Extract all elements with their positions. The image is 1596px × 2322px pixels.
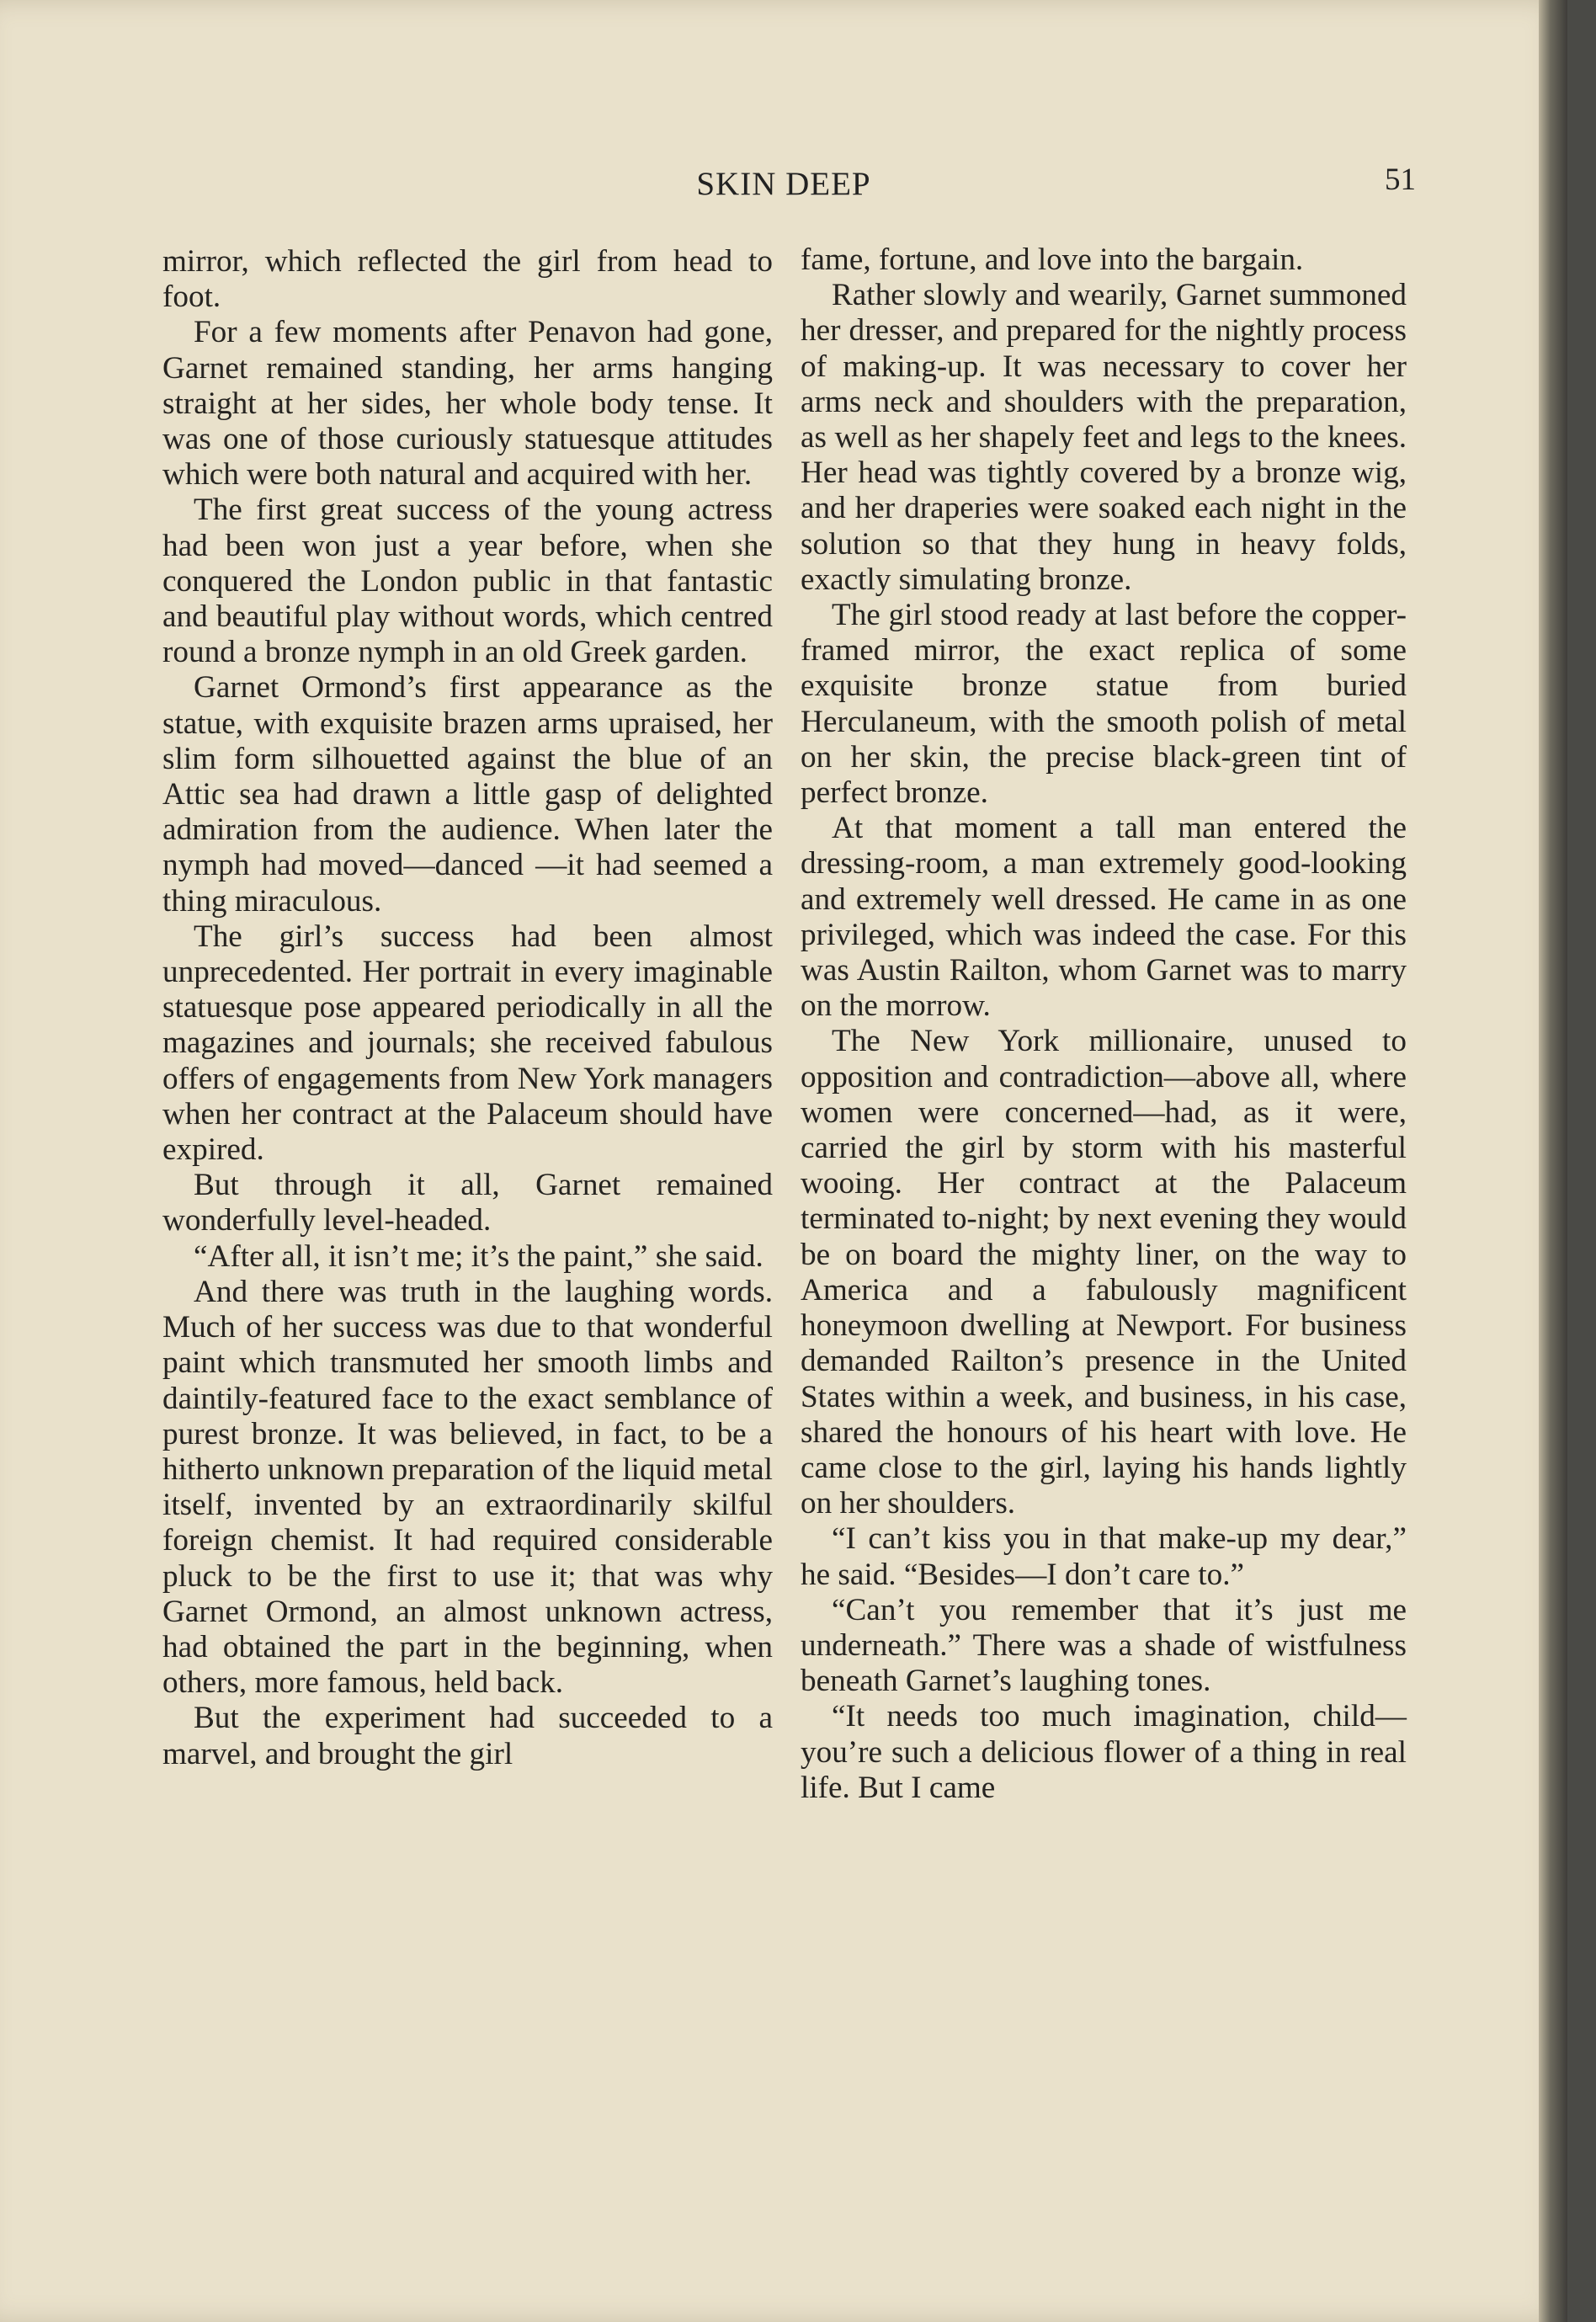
paragraph: mirror, which reflected the girl from head to foot. <box>162 244 773 315</box>
paragraph: The first great success of the young actress had been won just a year before, when she conquered the London public in that fantastic and beautiful play without words, which centred round a bronze nymph in an old Greek garden. <box>162 493 773 670</box>
paragraph: “I can’t kiss you in that make-up my dear,” he said. “Besides—I don’t care to.” <box>801 1521 1407 1592</box>
paragraph: And there was truth in the laughing words. Much of her success was due to that wonderful paint which transmuted her smooth limbs and daintily-featured face to the exact semblance of purest bronze. It was believed, in fact, to be a hitherto unknown preparation of the liquid metal itself, invented by an extraordinarily skilful foreign chemist. It had required considerable pluck to be the first to use it; that was why Garnet Ormond, an almost unknown actress, had obtained the part in the beginning, when others, more famous, held back. <box>162 1274 773 1701</box>
paragraph: But through it all, Garnet remained wonderfully level-headed. <box>162 1168 773 1238</box>
page-edge <box>1539 0 1567 2322</box>
paragraph: The girl’s success had been almost unprecedented. Her portrait in every imaginable statuesque pose appeared periodically in all the magazines and journals; she received fabulous offers of engagements from New York managers when her contract at the Palaceum should have expired. <box>162 919 773 1168</box>
paragraph: At that moment a tall man entered the dressing-room, a man extremely good-looking and extremely well dressed. He came in as one privileged, which was indeed the case. For this was Austin Railton, whom Garnet was to marry on the morrow. <box>801 811 1407 1024</box>
paragraph: Rather slowly and wearily, Garnet summoned her dresser, and prepared for the nightly process of making-up. It was necessary to cover her arms neck and shoulders with the preparation, as well as her shapely feet and legs to the knees. Her head was tightly covered by a bronze wig, and her draperies were soaked each night in the solution so that they hung in heavy folds, exactly simulating bronze. <box>801 278 1407 597</box>
running-title: SKIN DEEP <box>696 166 871 202</box>
paragraph: The girl stood ready at last before the copper-framed mirror, the exact replica of some exquisite bronze statue from buried Herculaneum, with the smooth polish of metal on her skin, the precise black-green tint of perfect bronze. <box>801 598 1407 811</box>
paragraph: “It needs too much imagination, child—you’re such a delicious flower of a thing in real life. But I came <box>801 1699 1407 1805</box>
paragraph: Garnet Ormond’s first appearance as the statue, with exquisite brazen arms upraised, her slim form silhouetted against the blue of an Attic sea had drawn a little gasp of delighted admiration from the audience. When later the nymph had moved—danced —it had seemed a thing miraculous. <box>162 670 773 919</box>
left-column <box>162 244 773 1772</box>
paragraph: For a few moments after Penavon had gone, Garnet remained standing, her arms hanging straight at her sides, her whole body tense. It was one of those curiously statuesque attitudes which were both natural and acquired with her. <box>162 315 773 493</box>
paragraph: fame, fortune, and love into the bargain. <box>801 242 1304 277</box>
paragraph: The New York millionaire, unused to opposition and contradiction—above all, where women were concerned—had, as it were, carried the girl by storm with his masterful wooing. Her contract at the Palaceum terminated to-night; by next evening they would be on board the mighty liner, on the way to America and a fabulously magnificent honeymoon dwelling at Newport. For business demanded Railton’s presence in the United States within a week, and business, in his case, shared the honours of his heart with love. He came close to the girl, laying his hands lightly on her shoulders. <box>801 1024 1407 1521</box>
paragraph: “Can’t you remember that it’s just me underneath.” There was a shade of wistfulness beneath Garnet’s laughing tones. <box>801 1592 1407 1699</box>
paragraph: “After all, it isn’t me; it’s the paint,” she said. <box>194 1238 763 1274</box>
page-number: 51 <box>1385 162 1416 197</box>
right-column <box>801 242 1407 1806</box>
paragraph: But the experiment had succeeded to a marvel, and brought the girl <box>162 1701 773 1771</box>
